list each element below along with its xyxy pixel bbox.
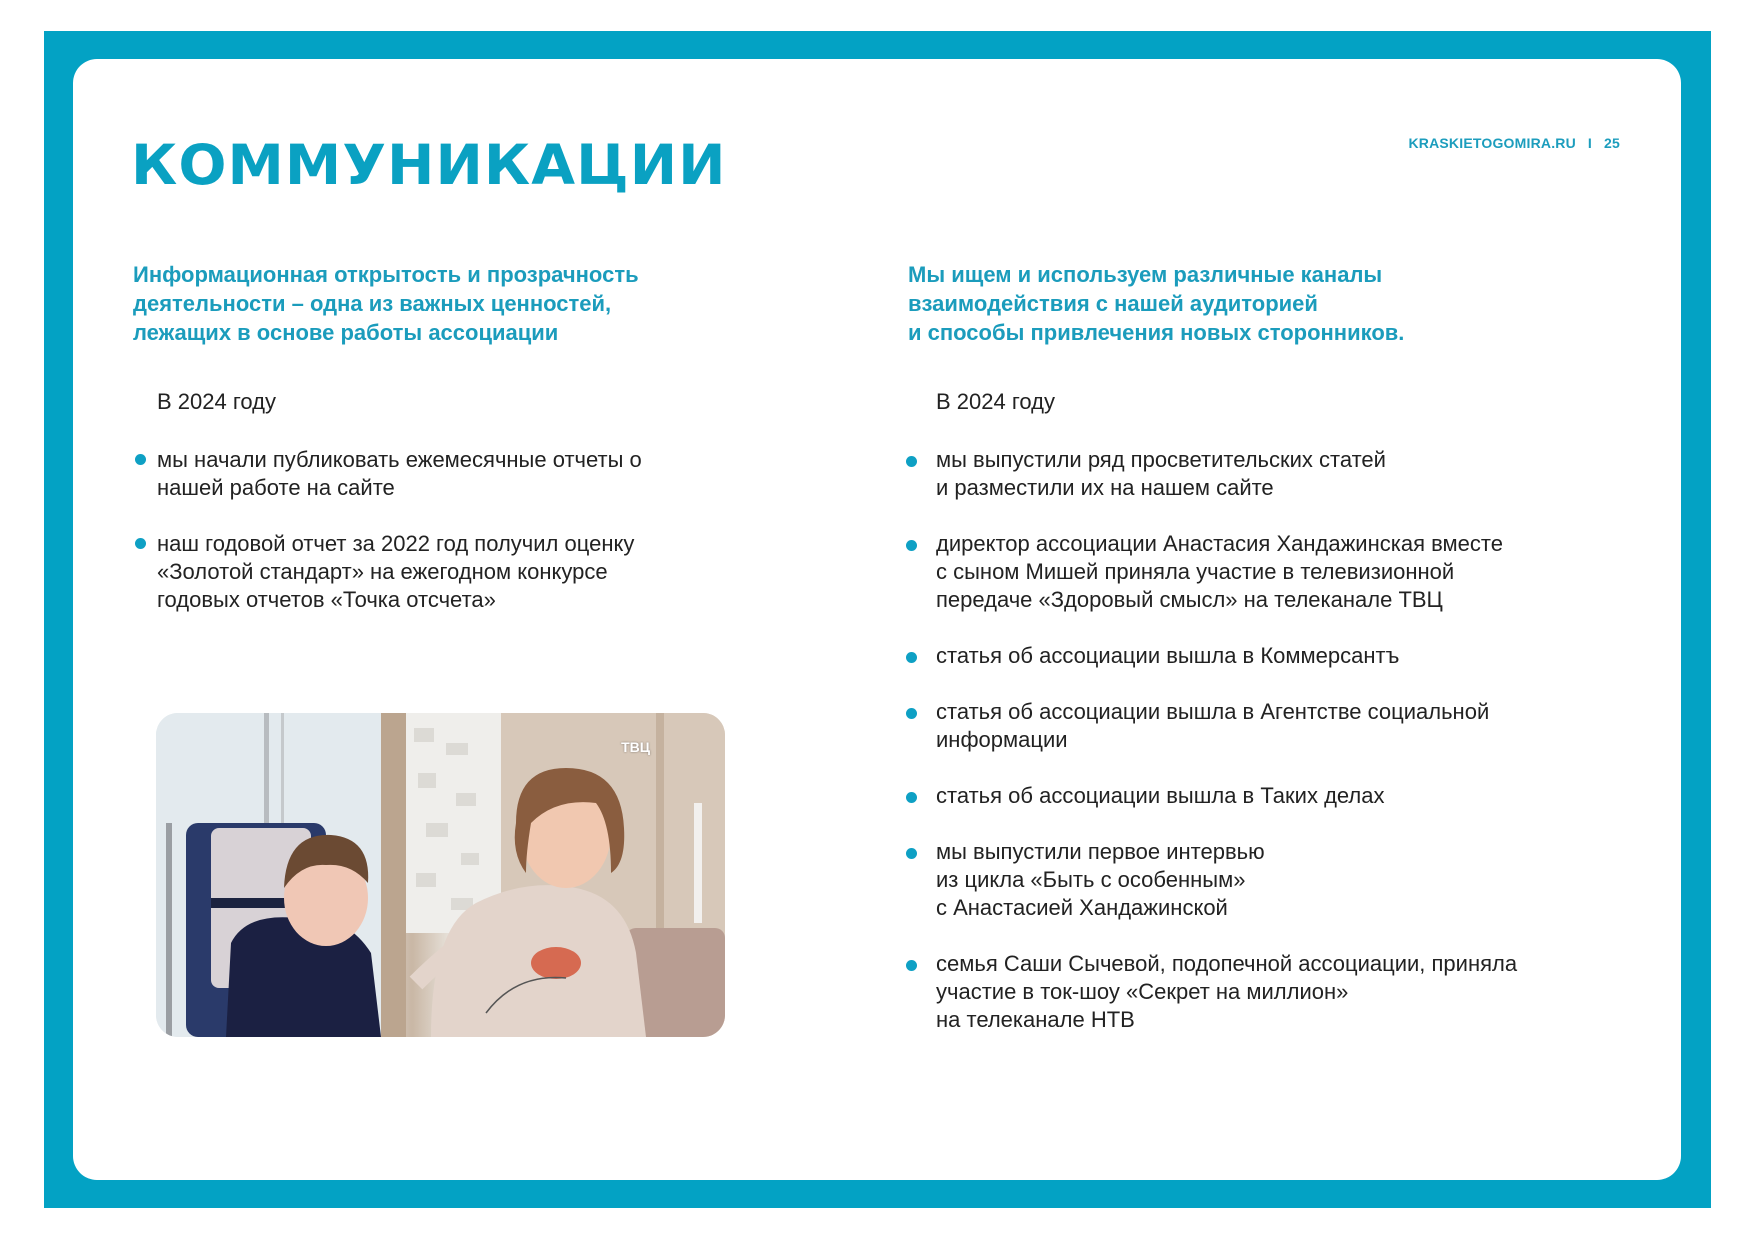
item-text: передаче «Здоровый смысл» на телеканале ТВЦ [936, 587, 1443, 612]
right-heading [908, 260, 1404, 347]
item-text: нашей работе на сайте [157, 475, 395, 500]
bullet-icon [135, 538, 146, 549]
bullet-icon [906, 708, 917, 719]
right-bullet-list [905, 446, 1517, 1062]
item-text: наш годовой отчет за 2022 год получил оценку [157, 531, 635, 556]
bullet-icon [906, 792, 917, 803]
item-text: мы выпустили ряд просветительских статей [936, 447, 1386, 472]
list-item [905, 838, 1517, 922]
page-title: КОММУНИКАЦИИ [131, 133, 727, 197]
tv-show-photo [156, 713, 725, 1037]
list-item [905, 782, 1517, 810]
item-text: «Золотой стандарт» на ежегодном конкурсе [157, 559, 608, 584]
left-year-label: В 2024 году [157, 389, 276, 414]
list-item [133, 446, 642, 502]
list-item [905, 530, 1517, 614]
heading-line: Мы ищем и используем различные каналы [908, 262, 1383, 287]
item-text: из цикла «Быть с особенным» [936, 867, 1246, 892]
item-text: с сыном Мишей приняла участие в телевизионной [936, 559, 1455, 584]
item-text: семья Саши Сычевой, подопечной ассоциации, приняла [936, 951, 1518, 976]
item-text: годовых отчетов «Точка отсчета» [157, 587, 496, 612]
left-heading [133, 260, 639, 347]
heading-line: взаимодействия с нашей аудиторией [908, 291, 1318, 316]
item-text: директор ассоциации Анастасия Хандажинская вместе [936, 531, 1503, 556]
item-text: статья об ассоциации вышла в Коммерсантъ [936, 643, 1400, 668]
heading-line: Информационная открытость и прозрачность [133, 262, 639, 287]
left-bullet-list [133, 446, 642, 642]
item-text: с Анастасией Хандажинской [936, 895, 1228, 920]
bullet-icon [906, 960, 917, 971]
item-text: мы выпустили первое интервью [936, 839, 1265, 864]
heading-line: деятельности – одна из важных ценностей, [133, 291, 612, 316]
photo-illustration [156, 713, 725, 1037]
item-text: и разместили их на нашем сайте [936, 475, 1274, 500]
item-text: участие в ток-шоу «Секрет на миллион» [936, 979, 1349, 1004]
website-link[interactable]: KRASKIETOGOMIRA.RU [1408, 135, 1576, 151]
list-item [133, 530, 642, 614]
heading-line: и способы привлечения новых сторонников. [908, 320, 1405, 345]
separator: I [1587, 135, 1593, 151]
item-text: статья об ассоциации вышла в Агентстве социальной [936, 699, 1490, 724]
list-item [905, 642, 1517, 670]
bullet-icon [135, 454, 146, 465]
item-text: статья об ассоциации вышла в Таких делах [936, 783, 1385, 808]
page-number: 25 [1604, 135, 1620, 151]
bullet-icon [906, 848, 917, 859]
heading-line: лежащих в основе работы ассоциации [133, 320, 559, 345]
page-header-meta [1408, 135, 1620, 151]
channel-logo: ТВЦ [621, 739, 650, 755]
bullet-icon [906, 540, 917, 551]
list-item [905, 698, 1517, 754]
item-text: мы начали публиковать ежемесячные отчеты о [157, 447, 642, 472]
item-text: на телеканале НТВ [936, 1007, 1135, 1032]
bullet-icon [906, 456, 917, 467]
bullet-icon [906, 652, 917, 663]
item-text: информации [936, 727, 1068, 752]
list-item [905, 950, 1517, 1034]
list-item [905, 446, 1517, 502]
right-year-label: В 2024 году [936, 389, 1055, 414]
